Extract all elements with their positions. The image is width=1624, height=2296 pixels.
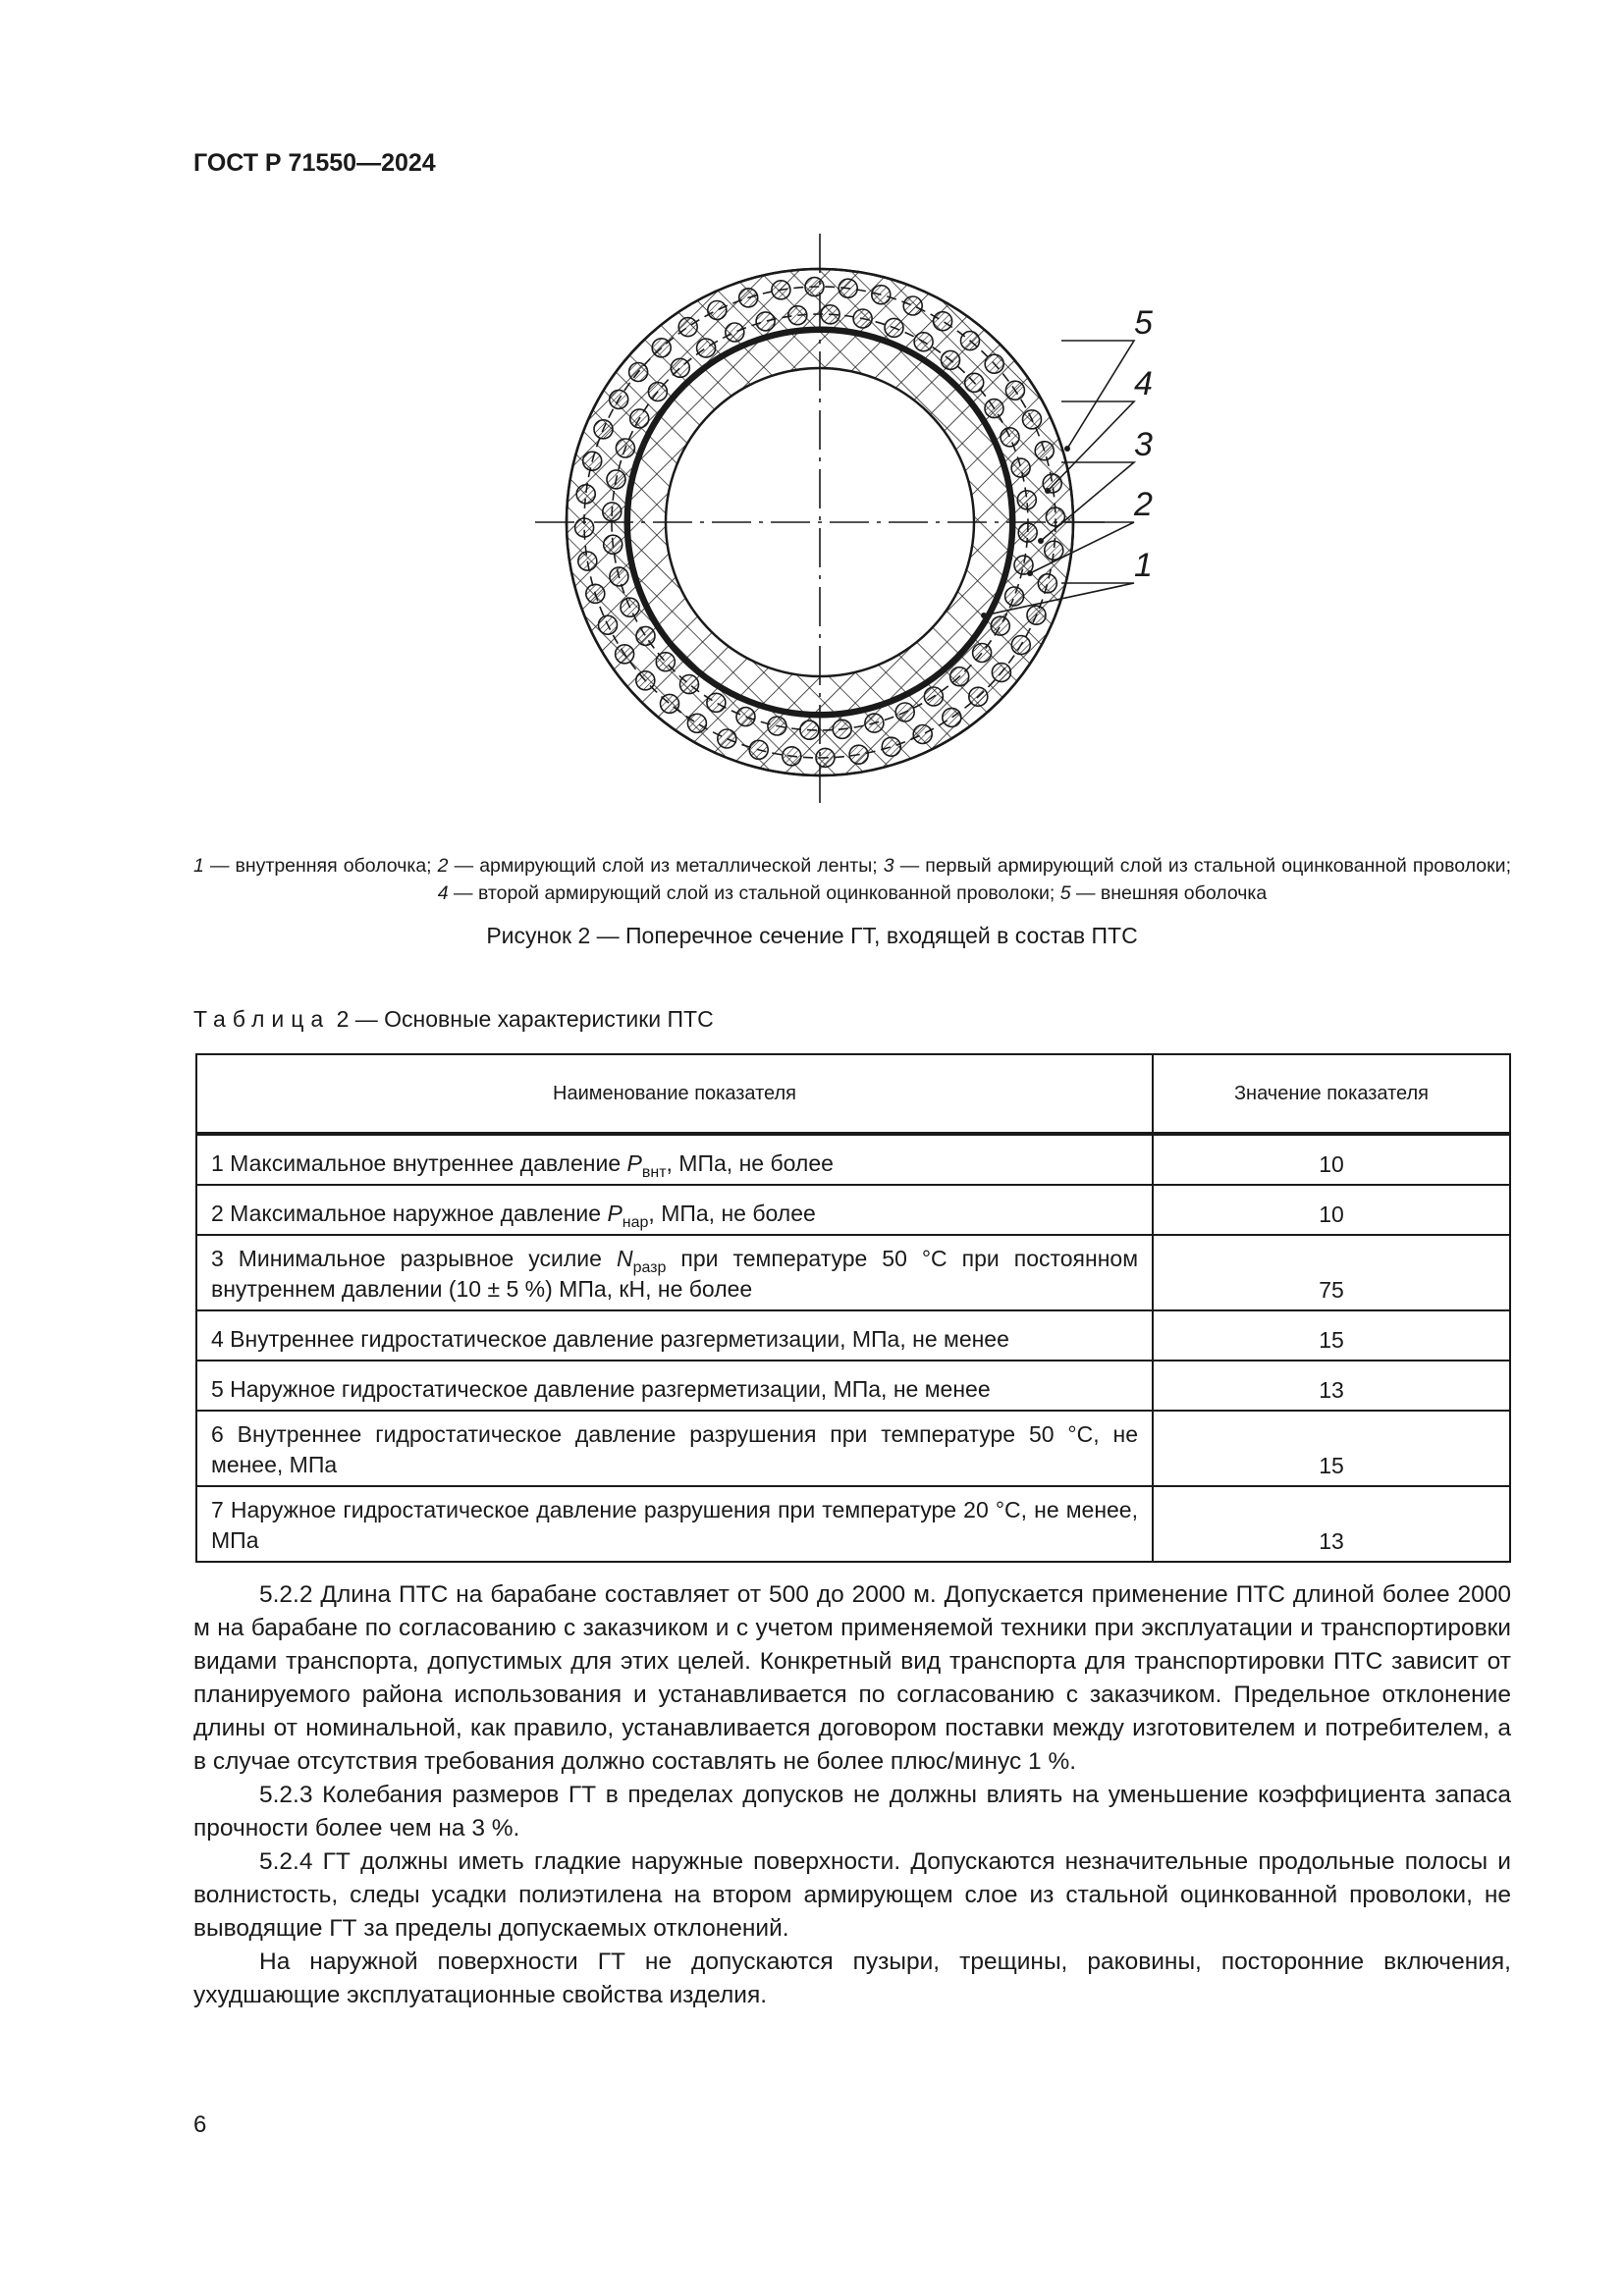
steel-wire <box>985 400 1003 418</box>
legend-item: 3 — первый армирующий слой из стальной оцинкованной проволоки; <box>883 855 1511 877</box>
steel-wire <box>821 305 839 324</box>
steel-wire <box>768 717 786 735</box>
column-header-value: Значение показателя <box>1153 1054 1510 1134</box>
steel-wire <box>833 720 851 738</box>
steel-wire <box>961 332 980 350</box>
legend-item: 2 — армирующий слой из металлической ленты; <box>437 855 884 877</box>
steel-wire <box>973 644 992 663</box>
steel-wire <box>885 318 903 337</box>
steel-wire <box>671 358 689 377</box>
steel-wire <box>1011 458 1030 477</box>
steel-wire <box>991 616 1009 635</box>
callout-1: 1 <box>1134 547 1153 584</box>
document-header: ГОСТ Р 71550—2024 <box>193 149 436 177</box>
steel-wire <box>718 729 736 748</box>
steel-wire <box>895 703 914 721</box>
steel-wire <box>586 584 605 603</box>
steel-wire <box>603 503 622 521</box>
steel-wire <box>621 598 639 616</box>
steel-wire <box>914 333 933 351</box>
table-row: 1 Максимальное внутреннее давление $P_{внт}$, МПа, не более 10 <box>196 1134 1510 1185</box>
steel-wire <box>800 721 819 739</box>
steel-wire <box>853 309 872 328</box>
center-lines <box>535 234 1105 811</box>
steel-wire <box>816 748 835 767</box>
table-caption: Таблица 2 — Основные характеристики ПТС <box>193 1006 714 1032</box>
table-row: 2 Максимальное наружное давление $P_{нар}$, МПа, не более 10 <box>196 1185 1510 1235</box>
steel-wire <box>576 485 595 504</box>
steel-wire <box>749 740 768 759</box>
legend-item: 1 — внутренняя оболочка; <box>193 855 438 877</box>
steel-wire <box>903 296 922 315</box>
steel-wire <box>575 518 594 537</box>
steel-wire <box>943 708 961 726</box>
steel-wire <box>805 278 824 296</box>
column-header-name: Наименование показателя <box>196 1054 1153 1134</box>
page-number: 6 <box>193 2111 207 2138</box>
steel-wire <box>707 693 726 712</box>
steel-wire <box>629 363 648 382</box>
steel-wire <box>1005 381 1024 400</box>
steel-wire <box>604 535 623 554</box>
legend-item: 5 — внешняя оболочка <box>1059 882 1268 904</box>
steel-wire <box>913 725 932 744</box>
steel-wire <box>697 339 716 357</box>
steel-wire <box>630 409 649 428</box>
steel-wire <box>965 373 984 392</box>
callout-3: 3 <box>1134 426 1153 463</box>
steel-wire <box>636 671 655 690</box>
steel-wire <box>610 567 628 586</box>
table-row: 3 Минимальное разрывное усилие $N_{разр}$ при температуре 50 °С при постоянном внутреннем давлении (10 ± 5 %) МПа, кН, не более 75 <box>196 1235 1510 1310</box>
steel-wire <box>726 323 744 342</box>
steel-wire <box>788 306 807 325</box>
paragraph: 5.2.3 Колебания размеров ГТ в пределах допусков не должны влиять на уменьшение коэффициента запаса прочности более чем на 3 %. <box>193 1782 1511 1842</box>
steel-wire <box>849 745 868 764</box>
steel-wire <box>969 687 988 706</box>
steel-wire <box>656 653 675 671</box>
steel-wire <box>756 312 775 331</box>
steel-wire <box>616 645 634 664</box>
steel-wire <box>708 301 727 320</box>
steel-wire <box>1045 541 1063 560</box>
paragraph: На наружной поверхности ГТ не допускаются пузыри, трещины, раковины, посторонние включения, ухудшающие эксплуатационные свойства изделия. <box>193 1949 1511 2008</box>
steel-wire <box>1018 523 1037 542</box>
steel-wire <box>1011 636 1030 655</box>
steel-wire <box>736 708 755 726</box>
legend-item: 4 — второй армирующий слой из стальной оцинкованной проволоки; <box>437 882 1060 904</box>
steel-wire <box>616 439 634 457</box>
table-row: 7 Наружное гидростатическое давление разрушения при температуре 20 °С, не менее, МПа 13 <box>196 1486 1510 1562</box>
steel-wire <box>865 714 884 732</box>
callout-2: 2 <box>1134 486 1153 523</box>
steel-wire <box>678 318 697 337</box>
steel-wire <box>924 687 943 706</box>
steel-wire <box>594 420 613 439</box>
steel-wire <box>680 675 699 694</box>
steel-wire <box>599 615 618 634</box>
steel-wire <box>1017 491 1036 509</box>
body-text <box>193 1578 1511 2012</box>
steel-wire <box>1038 574 1056 593</box>
steel-wire <box>578 552 597 570</box>
steel-wire <box>985 354 1003 373</box>
steel-wire <box>839 279 857 297</box>
steel-wire <box>1005 587 1024 606</box>
steel-wire <box>772 281 790 299</box>
paragraph: 5.2.4 ГТ должны иметь гладкие наружные поверхности. Допускаются незначительные продольные полосы и волнистость, следы усадки полиэтилена на втором армирующем слое из стальной оцинкованной проволоки, не выводящие ГТ за пределы допускаемых отклонений. <box>193 1848 1511 1942</box>
steel-wire <box>942 350 960 369</box>
figure-legend <box>193 852 1511 907</box>
steel-wire <box>636 626 655 645</box>
steel-wire <box>882 737 900 756</box>
callout-4: 4 <box>1134 365 1153 402</box>
steel-wire <box>872 286 891 304</box>
steel-wire <box>652 339 671 357</box>
steel-wire <box>610 390 628 408</box>
steel-wire <box>687 714 706 732</box>
steel-wire <box>661 694 679 713</box>
steel-wire <box>1001 428 1019 447</box>
steel-wire <box>583 452 602 470</box>
steel-wire <box>783 747 801 766</box>
paragraph: 5.2.2 Длина ПТС на барабане составляет от 500 до 2000 м. Допускается применение ПТС длиной более 2000 м на барабане по согласованию с заказчиком и с учетом применяемой техники при эксплуатации и транспортировки видами транспорта, допустимых для этих целей. Конкретный вид транспорта для транспортировки ПТС зависит от планируемого района использования и устанавливается по согласованию с заказчиком. Предельное отклонение длины от номинальной, как правило, устанавливается договором поставки между изготовителем и потребителем, а в случае отсутствия требования должно составлять не более плюс/минус 1 %. <box>193 1581 1511 1775</box>
steel-wire <box>992 664 1010 682</box>
steel-wire <box>607 470 625 489</box>
characteristics-table <box>195 1053 1511 1563</box>
steel-wire <box>739 289 758 307</box>
steel-wire <box>1023 410 1042 429</box>
figure-caption: Рисунок 2 — Поперечное сечение ГТ, входящей в состав ПТС <box>486 923 1138 948</box>
table-row: 6 Внутреннее гидростатическое давление разрушения при температуре 50 °С, не менее, МПа 15 <box>196 1411 1510 1486</box>
callout-5: 5 <box>1134 304 1153 342</box>
table-row: 5 Наружное гидростатическое давление разгерметизации, МПа, не менее 13 <box>196 1361 1510 1411</box>
steel-wire <box>950 667 969 686</box>
steel-wire <box>934 312 952 331</box>
steel-wire <box>1027 606 1046 624</box>
cross-section-figure <box>0 0 1624 844</box>
table-row: 4 Внутреннее гидростатическое давление разгерметизации, МПа, не менее 15 <box>196 1310 1510 1361</box>
steel-wire <box>1035 442 1054 460</box>
steel-wire <box>648 383 667 401</box>
